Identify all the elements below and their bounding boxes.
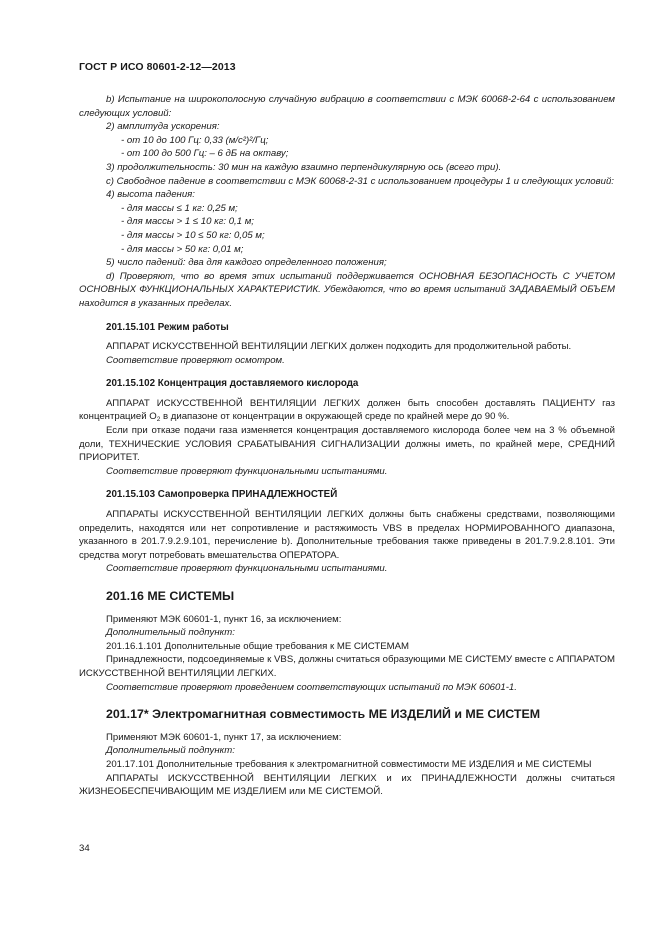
subclause-label: Дополнительный подпункт: [106, 745, 235, 757]
subclause-label: Дополнительный подпункт: [106, 627, 235, 639]
compliance-note: Соответствие проверяют проведением соответствующих испытаний по МЭК 60601-1. [106, 681, 517, 693]
subclause-title: 201.17.101 Дополнительные требования к электромагнитной совместимости МЕ ИЗДЕЛИЯ и МЕ СИСТЕМЫ [106, 758, 592, 770]
oxygen-text-a: АППАРАТ ИСКУССТВЕННОЙ ВЕНТИЛЯЦИИ ЛЕГКИХ должен быть способен доставлять ПАЦИЕНТУ газ концентрацией O [79, 397, 615, 423]
paragraph: АППАРАТЫ ИСКУССТВЕННОЙ ВЕНТИЛЯЦИИ ЛЕГКИХ должны быть снабжены средствами, позволяющими определить, находятся или нет сопротивление и растяжимость VBS в пределах НОРМИРОВАННОГО диапазона, указанного в 201.7.9.2.9.101, перечисление b). Дополнительные требования также приведены в 201.7.9.2.8.101. Эти средства могут потребовать вмешательства ОПЕРАТОРА. [79, 509, 615, 561]
page-number: 34 [79, 843, 90, 854]
fall-height-label: 4) высота падения: [106, 189, 195, 201]
fall-check-paragraph: d) Проверяют, что во время этих испытаний поддерживается ОСНОВНАЯ БЕЗОПАСНОСТЬ С УЧЕТОМ ОСНОВНЫХ ФУНКЦИОНАЛЬНЫХ ХАРАКТЕРИСТИК. Убеждаются, что во время испытаний ЗАДАВАЕМЫЙ ОБЪЕМ находится в указанных пределах. [79, 270, 615, 309]
paragraph: Если при отказе подачи газа изменяется концентрация доставляемого кислорода более чем на 3 % объемной доли, ТЕХНИЧЕСКИЕ УСЛОВИЯ СРАБАТЫВАНИЯ СИГНАЛИЗАЦИИ должны иметь, по крайней мере, СРЕДНИЙ ПРИОРИТЕТ. [79, 425, 615, 464]
compliance-note: Соответствие проверяют функциональными испытаниями. [106, 465, 388, 477]
document-header: ГОСТ Р ИСО 80601-2-12—2013 [79, 61, 236, 73]
compliance-note: Соответствие проверяют функциональными испытаниями. [106, 563, 388, 575]
fall-intro: c) Свободное падение в соответствии с МЭК 60068-2-31 с использованием процедуры 1 и следующих условий: [106, 175, 614, 187]
paragraph: АППАРАТ ИСКУССТВЕННОЙ ВЕНТИЛЯЦИИ ЛЕГКИХ должен подходить для продолжительной работы. [106, 341, 572, 353]
subclause-title: 201.16.1.101 Дополнительные общие требования к МЕ СИСТЕМАМ [106, 640, 409, 652]
oxygen-paragraph [79, 397, 615, 424]
acceleration-item: - от 10 до 100 Гц: 0,33 (м/с²)²/Гц; [121, 134, 269, 146]
oxygen-subscript: 2 [156, 416, 161, 424]
compliance-note: Соответствие проверяют осмотром. [106, 354, 285, 366]
document-body [79, 93, 615, 799]
acceleration-label: 2) амплитуда ускорения: [106, 121, 220, 133]
section-heading-201-17: 201.17* Электромагнитная совместимость МЕ ИЗДЕЛИЙ и МЕ СИСТЕМ [106, 707, 541, 722]
fall-height-item: - для массы > 1 ≤ 10 кг: 0,1 м; [121, 216, 254, 228]
vibration-intro: b) Испытание на широкополосную случайную вибрацию в соответствии с МЭК 60068-2-64 с использованием следующих условий: [79, 94, 615, 119]
fall-count-item: 5) число падений: два для каждого определенного положения; [106, 257, 387, 269]
paragraph: Применяют МЭК 60601-1, пункт 16, за исключением: [106, 613, 342, 625]
paragraph: Принадлежности, подсоединяемые к VBS, должны считаться образующими МЕ СИСТЕМУ вместе с АППАРАТОМ ИСКУССТВЕННОЙ ВЕНТИЛЯЦИИ ЛЕГКИХ. [79, 654, 615, 679]
section-heading-201-16: 201.16 МЕ СИСТЕМЫ [106, 589, 235, 603]
section-heading-201-15-102: 201.15.102 Концентрация доставляемого кислорода [106, 378, 359, 390]
paragraph: Применяют МЭК 60601-1, пункт 17, за исключением: [106, 731, 342, 743]
acceleration-item: - от 100 до 500 Гц: – 6 дБ на октаву; [121, 148, 289, 160]
section-heading-201-15-101: 201.15.101 Режим работы [106, 321, 229, 333]
section-heading-201-15-103: 201.15.103 Самопроверка ПРИНАДЛЕЖНОСТЕЙ [106, 489, 338, 501]
oxygen-text-b: в диапазоне от концентрации в окружающей среде по крайней мере до 90 %. [160, 411, 510, 423]
fall-height-item: - для массы > 50 кг: 0,01 м; [121, 243, 244, 255]
paragraph: АППАРАТЫ ИСКУССТВЕННОЙ ВЕНТИЛЯЦИИ ЛЕГКИХ и их ПРИНАДЛЕЖНОСТИ должны считаться ЖИЗНЕОБЕСПЕЧИВАЮЩИМ МЕ ИЗДЕЛИЕМ или МЕ СИСТЕМОЙ. [79, 772, 615, 798]
fall-height-item: - для массы ≤ 1 кг: 0,25 м; [121, 202, 238, 214]
duration-item: 3) продолжительность: 30 мин на каждую взаимно перпендикулярную ось (всего три). [106, 161, 502, 173]
fall-height-item: - для массы > 10 ≤ 50 кг: 0,05 м; [121, 229, 265, 241]
